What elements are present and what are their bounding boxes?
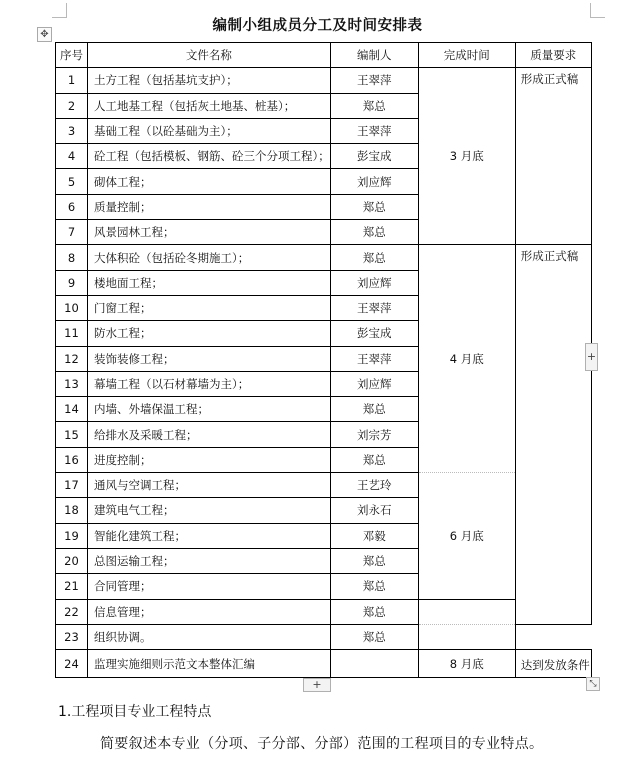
row-number: 12	[56, 346, 88, 371]
header-name: 文件名称	[88, 43, 331, 68]
section-body: 简要叙述本专业（分项、子分部、分部）范围的工程项目的专业特点。	[100, 736, 544, 752]
deadline-cell-empty	[418, 599, 515, 624]
author-cell: 刘永石	[330, 498, 418, 523]
row-number: 8	[56, 245, 88, 270]
author-cell: 刘应辉	[330, 371, 418, 396]
header-no: 序号	[56, 43, 88, 68]
document-name: 信息管理；	[88, 599, 331, 624]
table-row	[56, 245, 592, 270]
document-name: 人工地基工程（包括灰土地基、桩基）；	[88, 93, 331, 118]
deadline-cell: 4 月底	[418, 245, 515, 473]
document-name: 合同管理；	[88, 574, 331, 599]
author-cell: 邓毅	[330, 523, 418, 548]
row-number: 18	[56, 498, 88, 523]
document-name: 建筑电气工程；	[88, 498, 331, 523]
table-row	[56, 599, 592, 624]
deadline-cell: 3 月底	[418, 68, 515, 245]
row-number: 20	[56, 548, 88, 573]
document-name: 质量控制；	[88, 194, 331, 219]
author-cell: 王翠萍	[330, 68, 418, 93]
document-name: 砼工程（包括模板、钢筋、砼三个分项工程）；	[88, 144, 331, 169]
author-cell: 郑总	[330, 93, 418, 118]
author-cell: 郑总	[330, 599, 418, 624]
author-cell: 刘宗芳	[330, 422, 418, 447]
row-number: 5	[56, 169, 88, 194]
document-name: 智能化建筑工程；	[88, 523, 331, 548]
row-number: 9	[56, 270, 88, 295]
row-number: 6	[56, 194, 88, 219]
quality-cell: 形成正式稿	[515, 68, 591, 245]
add-column-icon[interactable]: +	[585, 343, 598, 371]
row-number: 4	[56, 144, 88, 169]
author-cell: 王翠萍	[330, 118, 418, 143]
row-number: 11	[56, 321, 88, 346]
document-name: 楼地面工程；	[88, 270, 331, 295]
author-cell: 郑总	[330, 194, 418, 219]
table-row	[56, 473, 592, 498]
document-name: 组织协调。	[88, 624, 331, 649]
resize-handle-icon[interactable]: ⤡	[586, 677, 600, 691]
author-cell: 王翠萍	[330, 346, 418, 371]
author-cell: 郑总	[330, 220, 418, 245]
document-name: 大体积砼（包括砼冬期施工）；	[88, 245, 331, 270]
deadline-cell: 6 月底	[418, 473, 515, 599]
document-name: 给排水及采暖工程；	[88, 422, 331, 447]
document-name: 防水工程；	[88, 321, 331, 346]
table-header-row	[56, 43, 592, 68]
document-name: 砌体工程；	[88, 169, 331, 194]
document-name: 内墙、外墙保温工程；	[88, 397, 331, 422]
author-cell: 王艺玲	[330, 473, 418, 498]
document-name: 监理实施细则示范文本整体汇编	[88, 650, 331, 678]
author-cell: 郑总	[330, 574, 418, 599]
section-heading: 1.工程项目专业工程特点	[58, 704, 212, 720]
row-number: 21	[56, 574, 88, 599]
row-number: 14	[56, 397, 88, 422]
row-number: 23	[56, 624, 88, 649]
author-cell: 郑总	[330, 245, 418, 270]
author-cell: 刘应辉	[330, 270, 418, 295]
schedule-table	[55, 42, 592, 678]
document-name: 通风与空调工程；	[88, 473, 331, 498]
row-number: 19	[56, 523, 88, 548]
header-time: 完成时间	[418, 43, 515, 68]
author-cell: 郑总	[330, 447, 418, 472]
row-number: 1	[56, 68, 88, 93]
row-number: 13	[56, 371, 88, 396]
row-number: 17	[56, 473, 88, 498]
author-cell: 彭宝成	[330, 321, 418, 346]
author-cell: 彭宝成	[330, 144, 418, 169]
row-number: 22	[56, 599, 88, 624]
document-name: 土方工程（包括基坑支护）；	[88, 68, 331, 93]
document-name: 装饰装修工程；	[88, 346, 331, 371]
author-cell: 郑总	[330, 624, 418, 649]
row-number: 3	[56, 118, 88, 143]
author-cell: 王翠萍	[330, 295, 418, 320]
author-cell: 郑总	[330, 397, 418, 422]
move-handle-icon[interactable]: ✥	[37, 27, 52, 42]
quality-cell: 达到发放条件	[515, 650, 591, 678]
table-row	[56, 650, 592, 678]
header-author: 编制人	[330, 43, 418, 68]
document-name: 门窗工程；	[88, 295, 331, 320]
deadline-cell: 8 月底	[418, 650, 515, 678]
row-number: 16	[56, 447, 88, 472]
deadline-cell-empty	[418, 624, 515, 649]
document-title: 编制小组成员分工及时间安排表	[212, 18, 423, 34]
document-name: 幕墙工程（以石材幕墙为主）；	[88, 371, 331, 396]
author-cell: 刘应辉	[330, 169, 418, 194]
table-row	[56, 68, 592, 93]
author-cell: 郑总	[330, 548, 418, 573]
row-number: 15	[56, 422, 88, 447]
row-number: 2	[56, 93, 88, 118]
document-name: 进度控制；	[88, 447, 331, 472]
table-row	[56, 624, 592, 649]
document-name: 风景园林工程；	[88, 220, 331, 245]
add-row-icon[interactable]: +	[303, 678, 331, 692]
header-quality: 质量要求	[515, 43, 591, 68]
row-number: 24	[56, 650, 88, 678]
author-cell	[330, 650, 418, 678]
row-number: 7	[56, 220, 88, 245]
row-number: 10	[56, 295, 88, 320]
quality-cell: 形成正式稿	[515, 245, 591, 624]
document-name: 基础工程（以砼基础为主）；	[88, 118, 331, 143]
document-name: 总图运输工程；	[88, 548, 331, 573]
